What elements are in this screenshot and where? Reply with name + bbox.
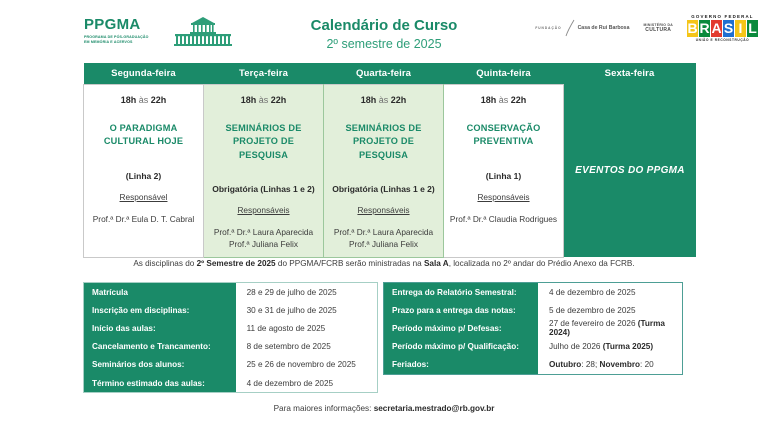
thursday-time-start: 18h: [480, 95, 497, 105]
wednesday-time-end: 22h: [390, 95, 407, 105]
tuesday-time-start: 18h: [240, 95, 257, 105]
page-subtitle: 2º semestre de 2025: [326, 37, 442, 52]
wednesday-responsible-label: Responsáveis: [357, 205, 410, 216]
ministry-line1: MINISTÉRIO DA: [643, 23, 673, 27]
monday-course-line2: CULTURAL HOJE: [103, 136, 184, 147]
right-value-3-class: (Turma 2025): [602, 342, 654, 352]
gov-federal-label: GOVERNO FEDERAL: [691, 14, 754, 19]
column-header-tuesday: Terça-feira: [204, 63, 324, 85]
page-header: [0, 0, 768, 62]
left-value-4: 25 e 26 de novembro de 2025: [236, 356, 377, 374]
footer-prefix: Para maiores informações:: [273, 404, 374, 413]
tuesday-course-line2: PROJETO DE PESQUISA: [232, 136, 295, 160]
right-value-4-holidays: [538, 356, 682, 374]
table-row: [84, 338, 377, 356]
left-label-2: Início das aulas:: [84, 319, 236, 337]
right-label-3: Período máximo p/ Qualificação:: [384, 338, 538, 356]
cell-friday-events: [564, 85, 697, 258]
left-value-5: 4 de dezembro de 2025: [236, 374, 377, 392]
tuesday-professor-2: Prof.ª Juliana Felix: [228, 239, 298, 250]
cell-wednesday: [324, 85, 444, 258]
monday-responsible-label: Responsável: [119, 191, 168, 202]
wednesday-time: [328, 95, 439, 105]
calendar-table-wrapper: [83, 63, 685, 258]
holiday-month-2: Novembro: [599, 360, 641, 370]
right-label-1: Prazo para a entrega das notas:: [384, 301, 538, 319]
friday-events-label: EVENTOS DO PPGMA: [575, 165, 685, 177]
cell-tuesday: [204, 85, 324, 258]
weekly-schedule-table: [83, 63, 697, 258]
ppgma-acronym: PPGMA: [84, 16, 141, 33]
wednesday-course-line1: SEMINÁRIOS DE: [345, 123, 422, 133]
tuesday-professor-1: Prof.ª Dr.ª Laura Aparecida: [213, 227, 314, 238]
note-part2: do PPGMA/FCRB serão ministradas na: [275, 259, 424, 268]
note-part3: , localizada no 2º andar do Prédio Anexo da FCRB.: [448, 259, 635, 268]
right-label-2: Período máximo p/ Defesas:: [384, 319, 538, 337]
page-title: Calendário de Curso: [310, 17, 458, 34]
thursday-professor: Prof.ª Dr.ª Claudia Rodrigues: [449, 213, 558, 224]
fcrb-prefix: FUNDAÇÃO: [535, 26, 562, 30]
wednesday-professors: [328, 226, 439, 251]
fcrb-mark-icon: [565, 19, 575, 37]
wednesday-professor-1: Prof.ª Dr.ª Laura Aparecida: [333, 227, 434, 238]
monday-course-line1: O PARADIGMA: [109, 123, 178, 133]
wednesday-course-name: [328, 122, 439, 162]
institutional-logos: [535, 14, 758, 42]
federal-government-logo: [687, 14, 758, 42]
table-row: [384, 283, 682, 301]
tuesday-professors: [208, 226, 319, 251]
left-label-4: Seminários dos alunos:: [84, 356, 236, 374]
left-value-1: 30 e 31 de julho de 2025: [236, 301, 377, 319]
left-label-5: Término estimado das aulas:: [84, 374, 236, 392]
tuesday-responsible-label: Responsáveis: [237, 205, 290, 216]
column-header-friday: Sexta-feira: [564, 63, 697, 85]
holiday-day-2: : 20: [640, 360, 654, 370]
right-value-3: [538, 338, 682, 356]
thursday-research-line: (Linha 1): [485, 170, 522, 181]
fcrb-logo: [535, 19, 629, 37]
tuesday-time-end: 22h: [270, 95, 287, 105]
note-bold-room: Sala A: [423, 259, 449, 268]
thursday-time-end: 22h: [510, 95, 527, 105]
left-label-0: Matrícula: [84, 283, 236, 301]
thursday-course-line2: PREVENTIVA: [473, 136, 534, 147]
table-row: [84, 283, 377, 301]
cell-monday: [84, 85, 204, 258]
thursday-time: [448, 95, 559, 105]
wednesday-research-line: Obrigatória (Linhas 1 e 2): [332, 184, 435, 195]
table-row: [84, 374, 377, 392]
footer-email[interactable]: secretaria.mestrado@rb.gov.br: [373, 404, 495, 413]
important-dates-left-table: [83, 282, 378, 393]
right-label-4: Feriados:: [384, 356, 538, 374]
right-value-3-date: Julho de 2026: [549, 342, 603, 352]
monday-time: [88, 95, 199, 105]
footer-contact: [0, 404, 768, 413]
column-header-monday: Segunda-feira: [84, 63, 204, 85]
monday-research-line: (Linha 2): [125, 170, 162, 181]
right-value-0: 4 de dezembro de 2025: [538, 283, 682, 301]
table-row: [84, 301, 377, 319]
wednesday-time-connector: às: [378, 95, 389, 105]
schedule-row: [84, 85, 697, 258]
thursday-course-line1: CONSERVAÇÃO: [466, 123, 541, 133]
right-value-2-date: 27 de fevereiro de 2026: [549, 319, 638, 329]
wednesday-course-line2: PROJETO DE PESQUISA: [352, 136, 415, 160]
thursday-time-connector: às: [498, 95, 509, 105]
holiday-month-1: Outubro: [549, 360, 582, 370]
fcrb-name: Casa de Rui Barbosa: [577, 25, 630, 31]
left-value-3: 8 de setembro de 2025: [236, 338, 377, 356]
wednesday-professor-2: Prof.ª Juliana Felix: [348, 239, 418, 250]
table-row: [384, 338, 682, 356]
left-label-1: Inscrição em disciplinas:: [84, 301, 236, 319]
ministry-line2: CULTURA: [645, 27, 672, 33]
ppgma-subtitle-line2: EM MEMÓRIA E ACERVOS: [84, 40, 133, 45]
brasil-wordmark: B R A S I L: [687, 20, 757, 36]
right-value-2: [538, 319, 682, 337]
ppgma-subtitle-line1: PROGRAMA DE PÓS-GRADUAÇÃO: [84, 34, 149, 39]
table-row: [84, 356, 377, 374]
tuesday-course-name: [208, 122, 319, 162]
left-value-2: 11 de agosto de 2025: [236, 319, 377, 337]
tuesday-time: [208, 95, 319, 105]
table-row: [384, 356, 682, 374]
cell-thursday: [444, 85, 564, 258]
table-row: [384, 319, 682, 337]
right-label-0: Entrega do Relatório Semestral:: [384, 283, 538, 301]
holiday-day-1: : 28;: [581, 360, 600, 370]
table-row: [384, 301, 682, 319]
classroom-note: [0, 259, 768, 268]
thursday-course-name: [448, 122, 559, 149]
monday-professor: Prof.ª Dr.ª Eula D. T. Cabral: [92, 213, 195, 224]
table-header-row: [84, 63, 697, 85]
right-value-1: 5 de dezembro de 2025: [538, 301, 682, 319]
left-value-0: 28 e 29 de julho de 2025: [236, 283, 377, 301]
casa-rui-barbosa-building-icon: [172, 16, 234, 48]
monday-time-end: 22h: [150, 95, 167, 105]
left-label-3: Cancelamento e Trancamento:: [84, 338, 236, 356]
tuesday-research-line: Obrigatória (Linhas 1 e 2): [212, 184, 315, 195]
note-part1: As disciplinas do: [133, 259, 197, 268]
column-header-thursday: Quinta-feira: [444, 63, 564, 85]
monday-course-name: [88, 122, 199, 149]
column-header-wednesday: Quarta-feira: [324, 63, 444, 85]
note-bold-semester: 2º Semestre de 2025: [196, 259, 276, 268]
thursday-responsible-label: Responsáveis: [477, 191, 530, 202]
ministry-of-culture-logo: [643, 23, 673, 33]
tuesday-course-line1: SEMINÁRIOS DE: [225, 123, 302, 133]
monday-time-start: 18h: [120, 95, 137, 105]
monday-time-connector: às: [138, 95, 149, 105]
table-row: [84, 319, 377, 337]
gov-tagline: UNIÃO E RECONSTRUÇÃO: [695, 38, 750, 42]
right-value-2-class: (Turma 2024): [549, 319, 665, 338]
tuesday-time-connector: às: [258, 95, 269, 105]
important-dates-right-table: [383, 282, 683, 375]
ppgma-logo: [84, 17, 170, 46]
wednesday-time-start: 18h: [360, 95, 377, 105]
